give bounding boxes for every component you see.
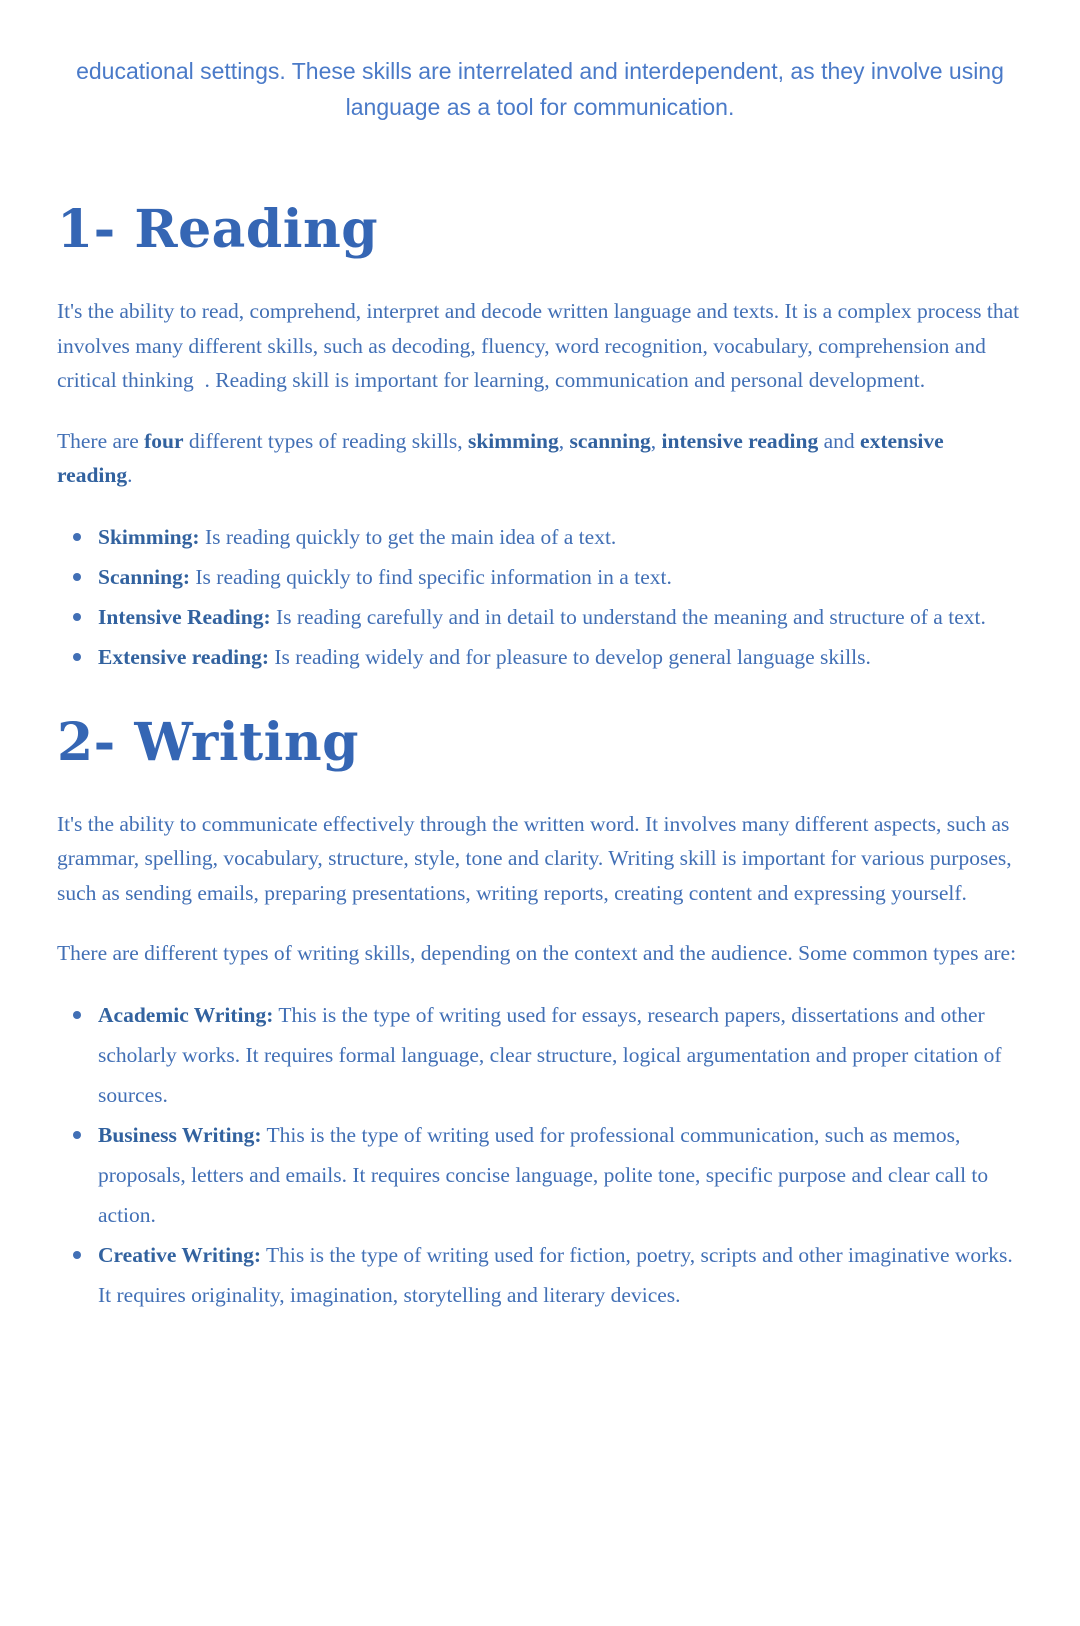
list-item-academic-writing xyxy=(57,995,1023,1115)
list-item-term: Extensive reading: xyxy=(98,644,270,669)
list-item-extensive-reading xyxy=(57,637,1023,677)
bullet-icon xyxy=(73,613,81,621)
plain-text: and xyxy=(818,428,861,453)
reading-description-paragraph: It's the ability to read, comprehend, interpret and decode written language and texts. It is a complex process that involves many different skills, such as decoding, fluency, word recognition, vocabulary, comprehension and critical thinking . Reading skill is important for learning, communication and personal development. xyxy=(57,299,1020,392)
plain-text: There are xyxy=(57,428,145,453)
list-item-description: This is the type of writing used for essays, research papers, dissertations and other scholarly works. It requires formal language, clear structure, logical argumentation and proper citation of sources. xyxy=(98,1002,1002,1107)
list-item-business-writing xyxy=(57,1115,1023,1235)
bullet-icon xyxy=(73,533,81,541)
writing-types-list xyxy=(57,995,1023,1315)
list-item-scanning xyxy=(57,557,1023,597)
list-item-term: Academic Writing: xyxy=(98,1002,274,1027)
list-item-creative-writing xyxy=(57,1235,1023,1315)
plain-text: , xyxy=(650,428,662,453)
intro-paragraph: educational settings. These skills are interrelated and interdependent, as they involve using language as a tool for communication. xyxy=(76,58,1004,120)
plain-text: , xyxy=(558,428,570,453)
list-item-description: Is reading quickly to find specific information in a text. xyxy=(195,564,672,589)
reading-types-paragraph xyxy=(57,424,1023,493)
list-item-description: Is reading carefully and in detail to understand the meaning and structure of a text. xyxy=(275,604,986,629)
emphasized-text: skimming xyxy=(467,428,559,453)
writing-section-heading: 2- Writing xyxy=(57,711,360,773)
writing-description-paragraph: It's the ability to communicate effectively through the written word. It involves many different aspects, such as grammar, spelling, vocabulary, structure, style, tone and clarity. Writing skill is important for various purposes, such as sending emails, preparing presentations, writing reports, creating content and expressing yourself. xyxy=(57,811,1012,905)
list-item-term: Business Writing: xyxy=(98,1122,262,1147)
emphasized-text: four xyxy=(144,428,184,453)
bullet-icon xyxy=(73,653,81,661)
list-item-skimming xyxy=(57,517,1023,557)
bullet-icon xyxy=(73,573,81,581)
bullet-icon xyxy=(73,1011,81,1019)
list-item-description: Is reading widely and for pleasure to develop general language skills. xyxy=(274,644,871,669)
list-item-term: Intensive Reading: xyxy=(98,604,271,629)
reading-types-list xyxy=(57,517,1023,677)
bullet-icon xyxy=(73,1131,81,1139)
reading-section-heading: 1- Reading xyxy=(57,199,379,260)
bullet-icon xyxy=(73,1251,81,1259)
list-item-description: This is the type of writing used for professional communication, such as memos, proposals, letters and emails. It requires concise language, polite tone, specific purpose and clear call to action. xyxy=(98,1122,989,1227)
plain-text: . xyxy=(127,463,133,487)
list-item-description: Is reading quickly to get the main idea of a text. xyxy=(204,524,617,549)
emphasized-text: extensive reading xyxy=(57,428,944,487)
list-item-term: Creative Writing: xyxy=(98,1242,262,1267)
list-item-term: Skimming: xyxy=(98,524,200,549)
list-item-term: Scanning: xyxy=(98,564,191,589)
document-page xyxy=(0,53,1080,1315)
emphasized-text: scanning xyxy=(569,428,651,453)
emphasized-text: intensive reading xyxy=(661,428,819,453)
list-item-intensive-reading xyxy=(57,597,1023,637)
list-item-description: This is the type of writing used for fiction, poetry, scripts and other imaginative works. It requires originality, imagination, storytelling and literary devices. xyxy=(98,1242,1013,1307)
plain-text: different types of reading skills, xyxy=(183,428,468,453)
writing-types-paragraph: There are different types of writing skills, depending on the context and the audience. Some common types are: xyxy=(57,941,1017,965)
